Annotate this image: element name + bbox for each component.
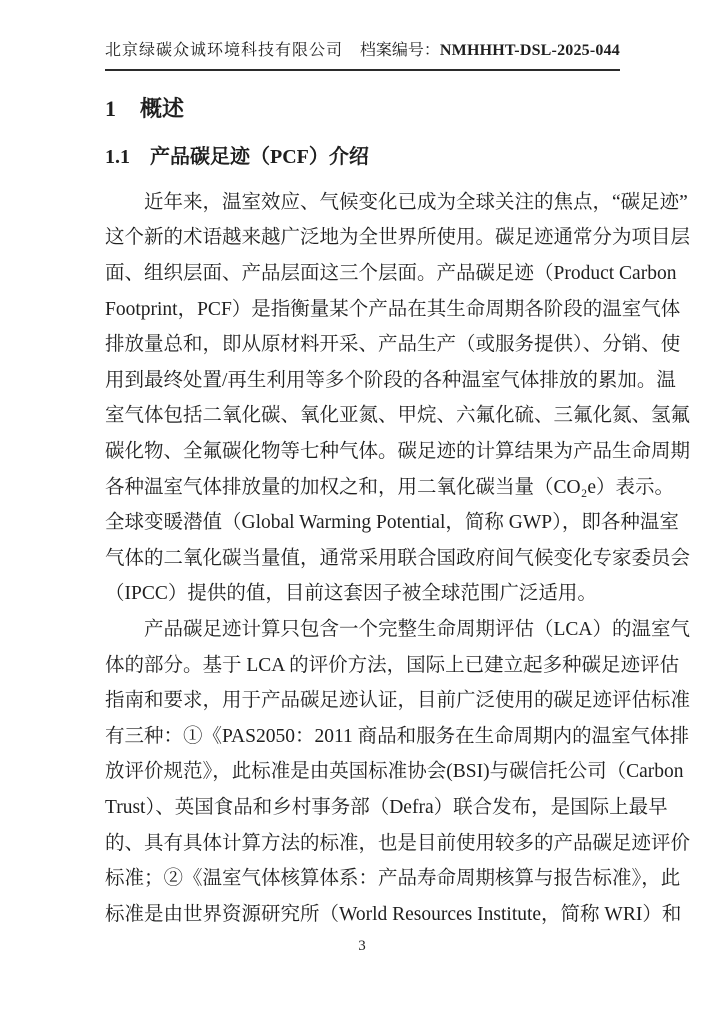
body-line: Trust）、英国食品和乡村事务部（Defra）联合发布，是国际上最早 (105, 796, 668, 818)
heading-1-number: 1 (105, 95, 116, 121)
body-line: 用到最终处置/再生利用等多个阶段的各种温室气体排放的累加。温 (105, 369, 676, 391)
body-line: 标准是由世界资源研究所（World Resources Institute，简称 WRI）和 (105, 903, 682, 925)
heading-1 (105, 96, 620, 121)
body-line: 这个新的术语越来越广泛地为全世界所使用。碳足迹通常分为项目层 (105, 227, 691, 249)
body-line: 排放量总和，即从原材料开采、产品生产（或服务提供）、分销、使 (105, 334, 681, 356)
heading-1-title: 概述 (140, 95, 185, 121)
body-line: 产品碳足迹计算只包含一个完整生命周期评估（LCA）的温室气 (144, 619, 691, 641)
archive-label: 档案编号： (359, 42, 440, 59)
body-line: 近年来，温室效应、气候变化已成为全球关注的焦点，“碳足迹” (144, 191, 688, 213)
page-header (105, 0, 620, 71)
body-line: 放评价规范》，此标准是由英国标准协会(BSI)与碳信托公司（Carbon (105, 761, 684, 783)
heading-2-title: 产品碳足迹（PCF）介绍 (150, 145, 369, 168)
body-line: （IPCC）提供的值，目前这套因子被全球范围广泛适用。 (105, 583, 597, 605)
body-line: 碳化物、全氟碳化物等七种气体。碳足迹的计算结果为产品生命周期 (105, 441, 691, 463)
page-content (105, 0, 691, 932)
body-line: 各种温室气体排放量的加权之和，用二氧化碳当量（CO₂e）表示。 (105, 476, 675, 498)
body-paragraphs (105, 185, 691, 932)
page-footer (0, 938, 724, 955)
body-line: 体的部分。基于 LCA 的评价方法，国际上已建立起多种碳足迹评估 (105, 654, 680, 676)
body-line: 标准；②《温室气体核算体系：产品寿命周期核算与报告标准》，此 (105, 868, 681, 890)
body-line: 指南和要求，用于产品碳足迹认证，目前广泛使用的碳足迹评估标准 (105, 690, 691, 712)
archive-code: NMHHHT-DSL-2025-044 (439, 42, 620, 59)
heading-2 (105, 146, 620, 169)
body-line: Footprint，PCF）是指衡量某个产品在其生命周期各阶段的温室气体 (105, 298, 681, 320)
company-name: 北京绿碳众诚环境科技有限公司 (105, 42, 344, 59)
archive-number (360, 42, 620, 60)
heading-2-number: 1.1 (105, 145, 130, 168)
body-line: 室气体包括二氧化碳、氧化亚氮、甲烷、六氟化硫、三氟化氮、氢氟 (105, 405, 691, 427)
body-line: 的、具有具体计算方法的标准，也是目前使用较多的产品碳足迹评价 (105, 832, 691, 854)
body-line: 全球变暖潜值（Global Warming Potential，简称 GWP），即各种温室 (105, 512, 679, 534)
body-line: 有三种：①《PAS2050：2011 商品和服务在生命周期内的温室气体排 (105, 725, 690, 747)
body-line: 面、组织层面、产品层面这三个层面。产品碳足迹（Product Carbon (105, 263, 677, 285)
body-line: 气体的二氧化碳当量值，通常采用联合国政府间气候变化专家委员会 (105, 547, 691, 569)
page-number: 3 (358, 938, 366, 954)
